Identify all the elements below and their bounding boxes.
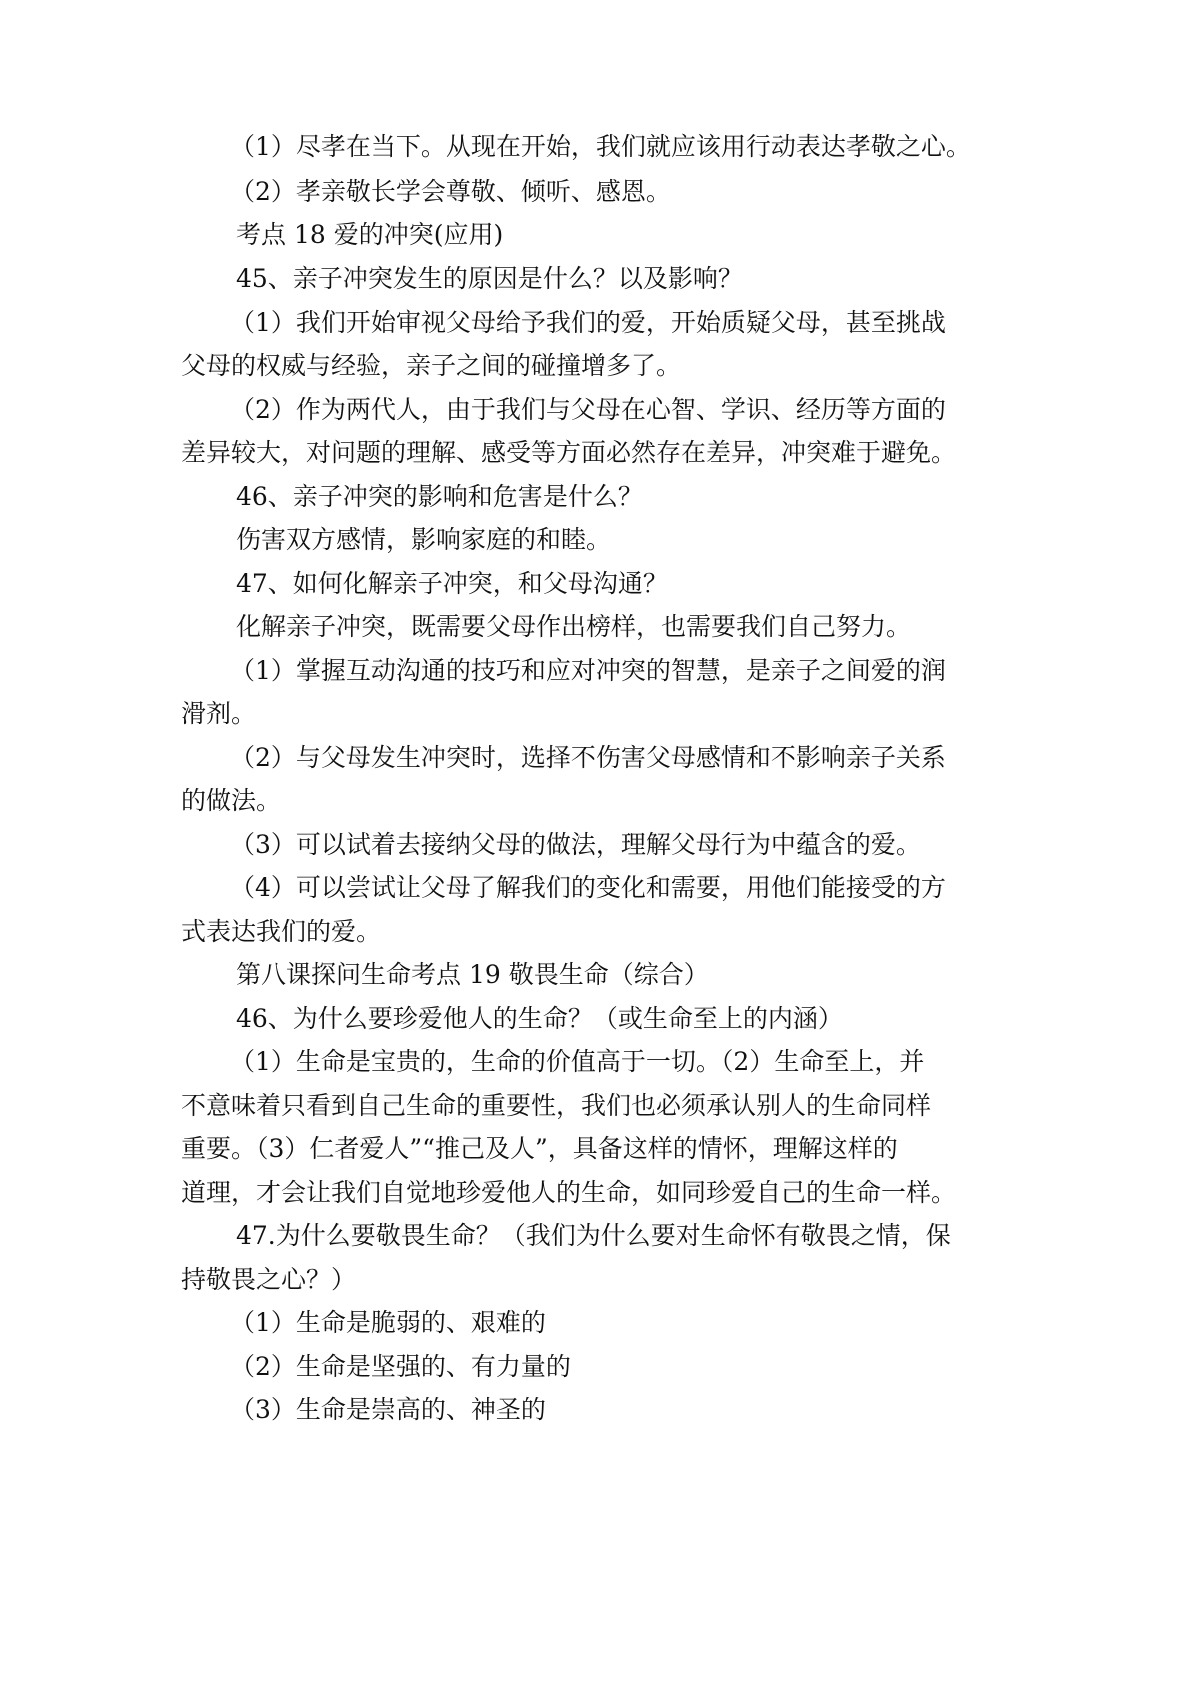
- text-line: （3）生命是崇高的、神圣的: [230, 1395, 546, 1424]
- text-line: （1）尽孝在当下。从现在开始，我们就应该用行动表达孝敬之心。: [230, 132, 971, 161]
- text-line: （4）可以尝试让父母了解我们的变化和需要，用他们能接受的方: [230, 873, 946, 902]
- question-heading: 47.为什么要敬畏生命？（我们为什么要对生命怀有敬畏之情，保: [236, 1221, 951, 1250]
- text-line: （1）掌握互动沟通的技巧和应对冲突的智慧，是亲子之间爱的润: [230, 656, 946, 685]
- text-line: 的做法。: [181, 786, 282, 815]
- question-heading: 45、亲子冲突发生的原因是什么？以及影响？: [236, 264, 743, 293]
- text-line: （2）作为两代人，由于我们与父母在心智、学识、经历等方面的: [230, 395, 946, 424]
- text-line: 道理，才会让我们自觉地珍爱他人的生命，如同珍爱自己的生命一样。: [181, 1178, 957, 1207]
- text-line: （1）我们开始审视父母给予我们的爱，开始质疑父母，甚至挑战: [230, 308, 946, 337]
- text-line: 父母的权威与经验，亲子之间的碰撞增多了。: [181, 351, 682, 380]
- text-line: 重要。（3）仁者爱人”“推己及人”，具备这样的情怀，理解这样的: [181, 1134, 898, 1163]
- text-line: 持敬畏之心？）: [181, 1265, 357, 1294]
- text-line: 差异较大，对问题的理解、感受等方面必然存在差异，冲突难于避免。: [181, 438, 957, 467]
- text-line: 式表达我们的爱。: [181, 917, 382, 946]
- question-heading: 46、为什么要珍爱他人的生命？（或生命至上的内涵）: [236, 1004, 843, 1033]
- question-heading: 47、如何化解亲子冲突，和父母沟通？: [236, 569, 668, 598]
- text-line: （3）可以试着去接纳父母的做法，理解父母行为中蕴含的爱。: [230, 830, 921, 859]
- text-line: （2）与父母发生冲突时，选择不伤害父母感情和不影响亲子关系: [230, 743, 946, 772]
- text-line: 滑剂。: [181, 699, 257, 728]
- text-line: （2）生命是坚强的、有力量的: [230, 1352, 571, 1381]
- text-line: （1）生命是宝贵的，生命的价值高于一切。（2）生命至上，并: [230, 1047, 925, 1076]
- text-line: （2）孝亲敬长学会尊敬、倾听、感恩。: [230, 177, 671, 206]
- text-line: 化解亲子冲突，既需要父母作出榜样，也需要我们自己努力。: [236, 612, 912, 641]
- section-heading: 考点 18 爱的冲突(应用): [236, 220, 504, 249]
- text-line: （1）生命是脆弱的、艰难的: [230, 1308, 546, 1337]
- question-heading: 46、亲子冲突的影响和危害是什么？: [236, 482, 643, 511]
- section-heading: 第八课探问生命考点 19 敬畏生命（综合）: [236, 960, 709, 989]
- text-line: 伤害双方感情，影响家庭的和睦。: [236, 525, 612, 554]
- text-line: 不意味着只看到自己生命的重要性，我们也必须承认别人的生命同样: [181, 1091, 932, 1120]
